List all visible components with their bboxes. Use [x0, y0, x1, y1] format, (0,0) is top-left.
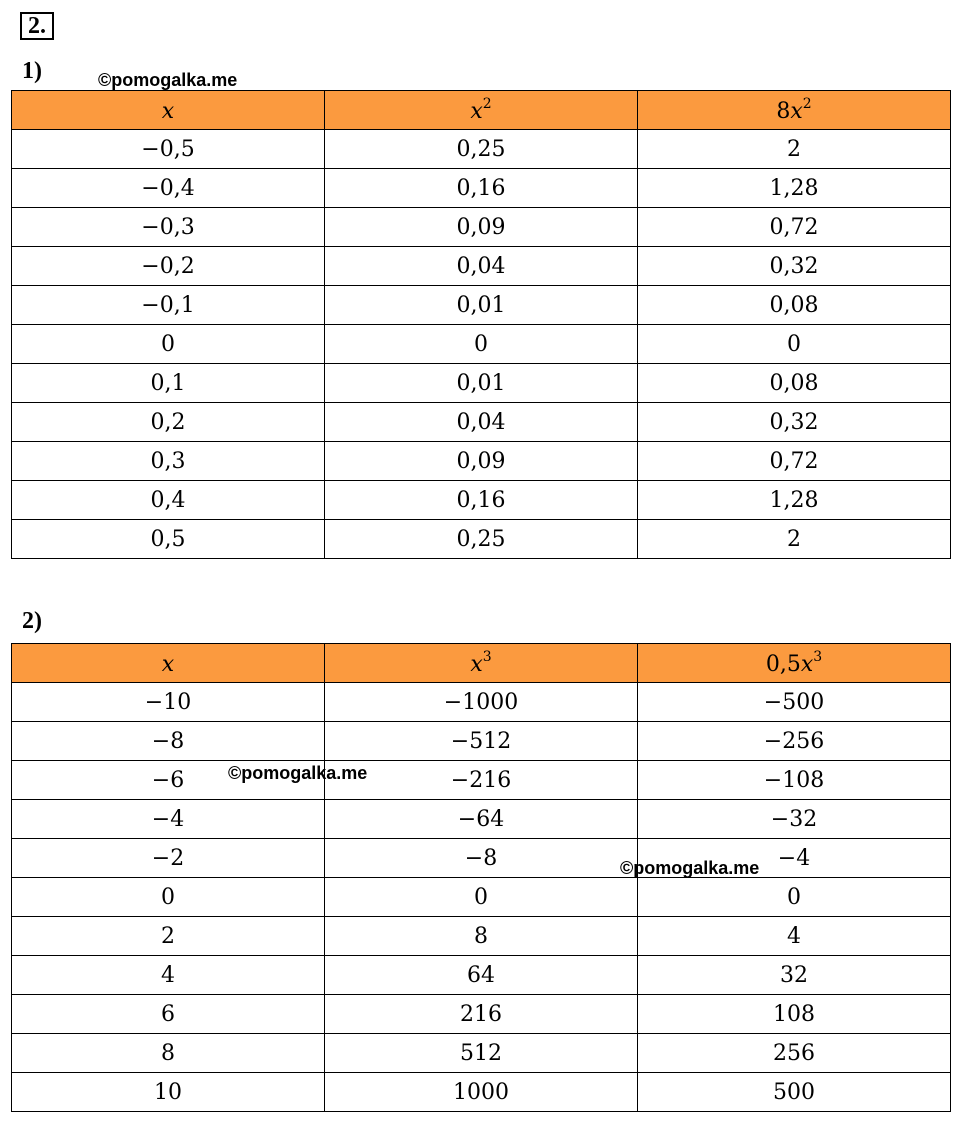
- table-row: [12, 403, 951, 442]
- table-cell: −1000: [325, 683, 638, 722]
- table-cell: 0,25: [325, 520, 638, 559]
- table-cell: 0,04: [325, 403, 638, 442]
- table-cell: 0: [12, 325, 325, 364]
- table-cell: 500: [638, 1073, 951, 1112]
- table-cell: 4: [12, 956, 325, 995]
- table-row: [12, 481, 951, 520]
- problem-number: 2.: [20, 12, 54, 40]
- table-cell: −108: [638, 761, 951, 800]
- table-row: [12, 995, 951, 1034]
- table-cell: 108: [638, 995, 951, 1034]
- table-cell: 256: [638, 1034, 951, 1073]
- table-cell: 0,3: [12, 442, 325, 481]
- table-cell: 0,4: [12, 481, 325, 520]
- table-cell: 0,25: [325, 130, 638, 169]
- header-half-x-cubed: $0,5x^3$: [638, 644, 951, 683]
- table-cell: 1,28: [638, 169, 951, 208]
- table-row: [12, 956, 951, 995]
- table-cell: −10: [12, 683, 325, 722]
- table-cell: 0,32: [638, 247, 951, 286]
- table-cell: 0: [325, 878, 638, 917]
- table-cell: 0,08: [638, 286, 951, 325]
- table-cell: 0: [12, 878, 325, 917]
- table-cell: 0,04: [325, 247, 638, 286]
- table-cell: 2: [638, 130, 951, 169]
- table-cell: 0,72: [638, 208, 951, 247]
- table-row: [12, 800, 951, 839]
- table-row: [12, 683, 951, 722]
- table-cell: 0,2: [12, 403, 325, 442]
- table-row: [12, 917, 951, 956]
- table-cell: −2: [12, 839, 325, 878]
- table-cell: −512: [325, 722, 638, 761]
- table-cell: 0,01: [325, 364, 638, 403]
- table-cell: −32: [638, 800, 951, 839]
- header-x: x: [12, 91, 325, 130]
- table-row: [12, 520, 951, 559]
- table-row: [12, 325, 951, 364]
- table-row: [12, 130, 951, 169]
- table-cell: 0,16: [325, 169, 638, 208]
- watermark-top: ©pomogalka.me: [98, 70, 238, 90]
- table-header-row: [12, 644, 951, 683]
- table-cell: 0,09: [325, 208, 638, 247]
- table-row: [12, 839, 951, 878]
- table-cell: −4: [12, 800, 325, 839]
- table-cell: 10: [12, 1073, 325, 1112]
- table-cell: −8: [12, 722, 325, 761]
- table-header-row: [12, 91, 951, 130]
- table-row: [12, 208, 951, 247]
- table-row: [12, 364, 951, 403]
- table-row: [12, 878, 951, 917]
- table-cell: −8: [325, 839, 638, 878]
- table-cell: −6: [12, 761, 325, 800]
- table-cell: 0,01: [325, 286, 638, 325]
- table-row: [12, 286, 951, 325]
- table-cell: 0: [638, 878, 951, 917]
- table-cell: 1,28: [638, 481, 951, 520]
- table-cell: 32: [638, 956, 951, 995]
- part-2-label: 2): [22, 608, 42, 634]
- table-cell: 1000: [325, 1073, 638, 1112]
- table-row: [12, 1073, 951, 1112]
- table-cell: −0,2: [12, 247, 325, 286]
- header-8x-squared: $8x^2$: [638, 91, 951, 130]
- table-cell: 0: [638, 325, 951, 364]
- table-cell: 0,1: [12, 364, 325, 403]
- table-row: [12, 722, 951, 761]
- watermark-middle: ©pomogalka.me: [228, 763, 368, 783]
- table-cell: −256: [638, 722, 951, 761]
- table-cell: 64: [325, 956, 638, 995]
- table-cell: −0,4: [12, 169, 325, 208]
- table-cell: −4: [638, 839, 951, 878]
- table-cell: −64: [325, 800, 638, 839]
- table-cell: 0,08: [638, 364, 951, 403]
- table-cell: −0,3: [12, 208, 325, 247]
- table-row: [12, 1034, 951, 1073]
- watermark-bottom: ©pomogalka.me: [620, 858, 760, 878]
- table-cell: −500: [638, 683, 951, 722]
- table-row: [12, 442, 951, 481]
- table-cell: 512: [325, 1034, 638, 1073]
- header-x-cubed: $x^3$: [325, 644, 638, 683]
- table-cell: 216: [325, 995, 638, 1034]
- table-part-1: [11, 90, 951, 559]
- table-row: [12, 761, 951, 800]
- table-cell: 0,32: [638, 403, 951, 442]
- table-row: [12, 169, 951, 208]
- header-x-squared: $x^2$: [325, 91, 638, 130]
- table-cell: 8: [325, 917, 638, 956]
- table-cell: 0,16: [325, 481, 638, 520]
- table-cell: 6: [12, 995, 325, 1034]
- table-cell: 8: [12, 1034, 325, 1073]
- table-cell: 0: [325, 325, 638, 364]
- table-part-2: [11, 643, 951, 1112]
- table-cell: 4: [638, 917, 951, 956]
- part-1-label: 1): [22, 58, 42, 84]
- table-cell: 0,09: [325, 442, 638, 481]
- table-row: [12, 247, 951, 286]
- table-cell: 2: [12, 917, 325, 956]
- table-cell: 2: [638, 520, 951, 559]
- table-cell: −0,5: [12, 130, 325, 169]
- table-cell: −0,1: [12, 286, 325, 325]
- header-x: x: [12, 644, 325, 683]
- table-cell: −216: [325, 761, 638, 800]
- table-cell: 0,72: [638, 442, 951, 481]
- table-cell: 0,5: [12, 520, 325, 559]
